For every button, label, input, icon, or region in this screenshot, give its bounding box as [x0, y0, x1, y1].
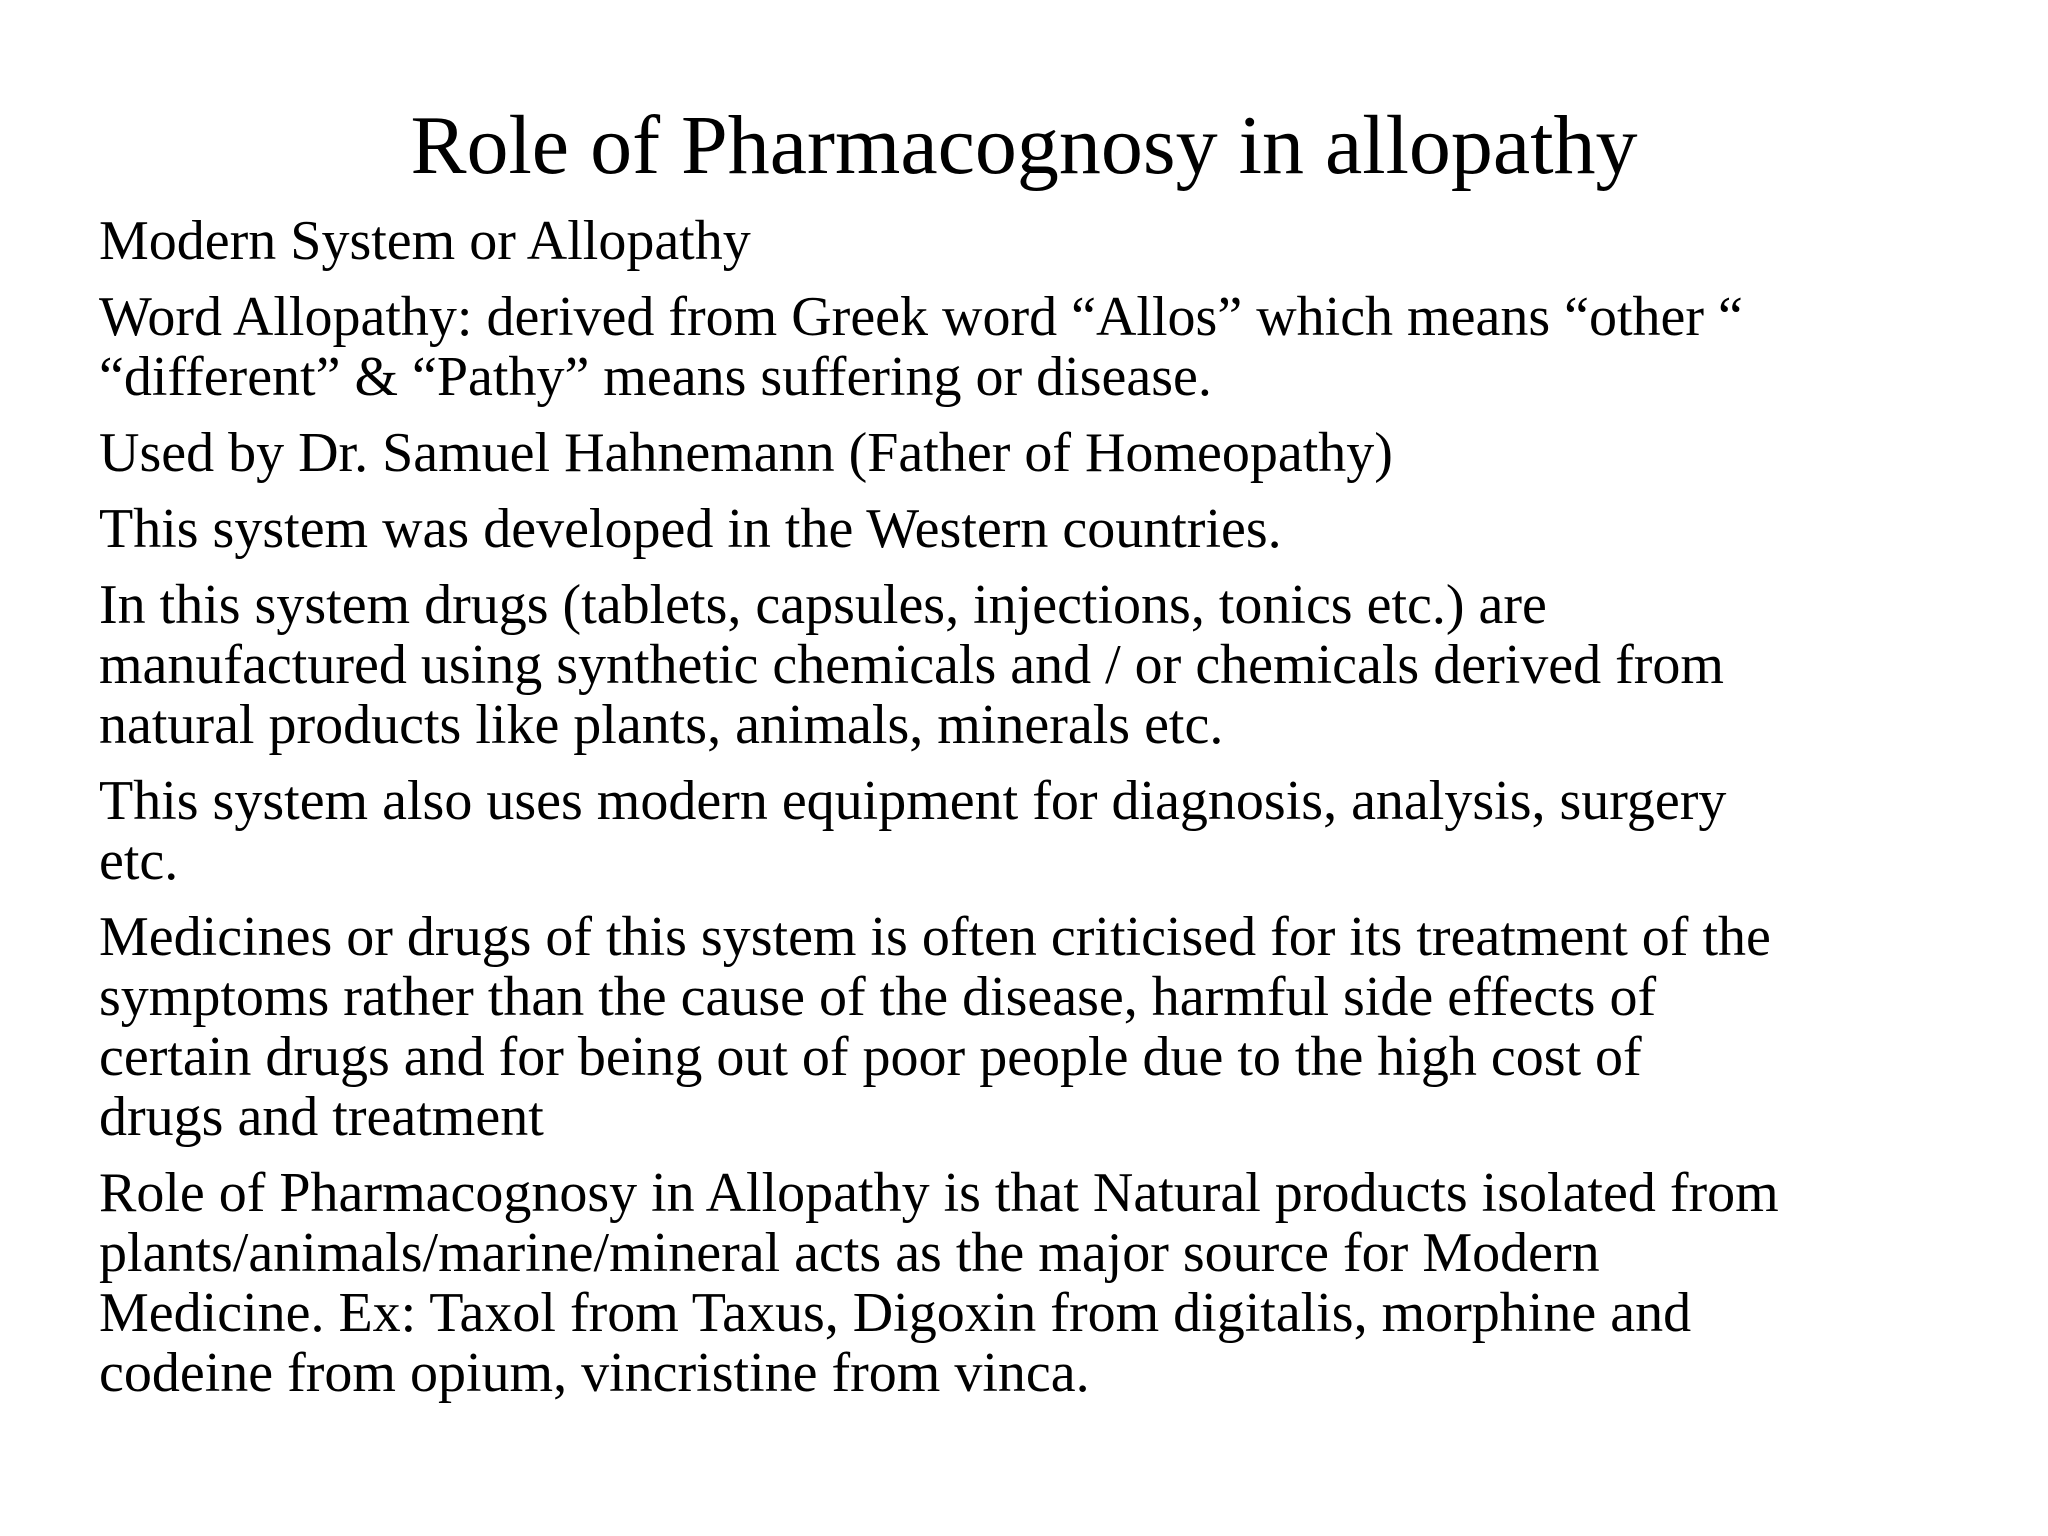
bullet-modern-equipment: This system also uses modern equipment for diagnosis, analysis, surgery etc. — [99, 770, 1727, 892]
bullet-drug-manufacture: In this system drugs (tablets, capsules, injections, tonics etc.) are manufactured using synthetic chemicals and / or chemicals derived from natural products like plants, animals, minerals etc. — [99, 574, 1724, 756]
slide-body — [99, 211, 2019, 1419]
bullet-word-origin: Word Allopathy: derived from Greek word “Allos” which means “other “ “different” & “Pathy” means suffering or disease. — [99, 286, 1743, 408]
bullet-western-countries: This system was developed in the Western countries. — [99, 498, 1282, 560]
bullet-role-pharmacognosy: Role of Pharmacognosy in Allopathy is that Natural products isolated from plants/animals/marine/mineral acts as the major source for Modern Medicine. Ex: Taxol from Taxus, Digoxin from digitalis, morphine and codeine from opium, vincristine from vinca. — [99, 1162, 1779, 1404]
bullet-criticism: Medicines or drugs of this system is often criticised for its treatment of the symptoms rather than the cause of the disease, harmful side effects of certain drugs and for being out of poor people due to the high cost of drugs and treatment — [99, 906, 1771, 1148]
bullet-hahnemann: Used by Dr. Samuel Hahnemann (Father of Homeopathy) — [99, 422, 1393, 484]
bullet-modern-system: Modern System or Allopathy — [99, 210, 751, 272]
slide-title: Role of Pharmacognosy in allopathy — [410, 99, 1638, 192]
